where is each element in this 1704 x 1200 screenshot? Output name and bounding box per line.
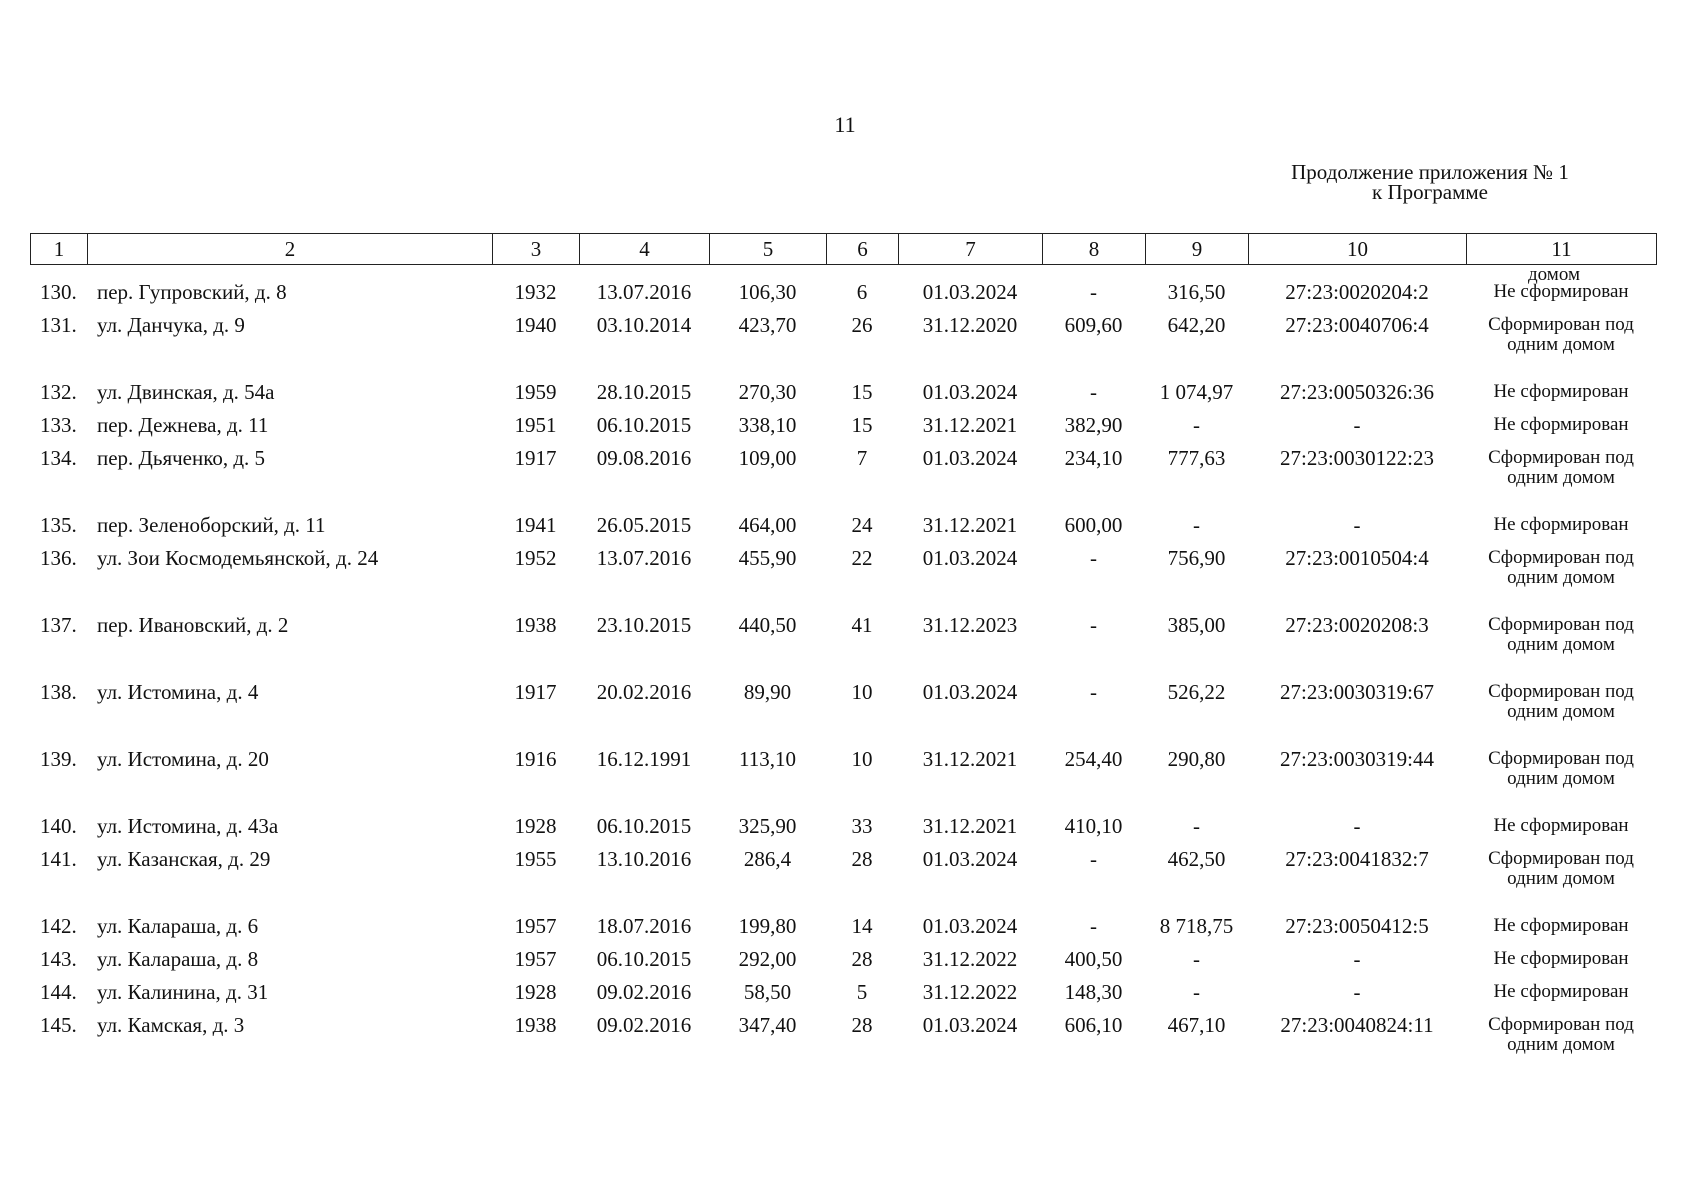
date-cell: 09.08.2016 [596, 446, 692, 470]
date-cell: 18.07.2016 [596, 914, 692, 938]
address-cell: ул. Двинская, д. 54а [97, 380, 275, 404]
row-number: 138. [40, 680, 77, 704]
residents-cell: 15 [851, 413, 873, 437]
area-cell: 113,10 [739, 747, 796, 771]
date-cell: 16.12.1991 [596, 747, 692, 771]
cadastral-number-cell: 27:23:0030122:23 [1279, 446, 1434, 470]
deadline-cell: 01.03.2024 [922, 680, 1018, 704]
row-number: 137. [40, 613, 77, 637]
header-cell: 11 [1467, 234, 1657, 265]
land-status-cell: Сформирован под одним домом [1488, 1014, 1634, 1055]
year-cell: 1940 [514, 313, 557, 337]
deadline-cell: 01.03.2024 [922, 914, 1018, 938]
land-status-cell: Не сформирован [1493, 281, 1629, 302]
residents-cell: 5 [856, 980, 868, 1004]
cadastral-number-cell: 27:23:0020204:2 [1285, 280, 1429, 304]
column-8-cell: 148,30 [1064, 980, 1123, 1004]
header-cell: 7 [899, 234, 1043, 265]
address-cell: ул. Калинина, д. 31 [97, 980, 269, 1004]
address-cell: пер. Зеленоборский, д. 11 [97, 513, 326, 537]
cadastral-number-cell: - [1353, 947, 1361, 971]
caption-line-2: к Программе [1372, 180, 1488, 204]
column-9-cell: 1 074,97 [1159, 380, 1234, 404]
table-row [30, 382, 1656, 415]
area-cell: 270,30 [738, 380, 797, 404]
column-9-cell: - [1193, 947, 1200, 971]
column-8-cell: 609,60 [1064, 313, 1123, 337]
deadline-cell: 01.03.2024 [922, 847, 1018, 871]
column-8-cell: 606,10 [1064, 1013, 1123, 1037]
area-cell: 286,4 [743, 847, 792, 871]
residents-cell: 28 [851, 847, 873, 871]
residents-cell: 26 [851, 313, 873, 337]
header-cell: 1 [31, 234, 88, 265]
deadline-cell: 31.12.2021 [922, 413, 1018, 437]
header-cell: 4 [580, 234, 710, 265]
row-number: 141. [40, 847, 77, 871]
column-9-cell: - [1193, 980, 1200, 1004]
date-cell: 06.10.2015 [596, 947, 692, 971]
residents-cell: 41 [851, 613, 873, 637]
residents-cell: 10 [851, 680, 873, 704]
address-cell: ул. Камская, д. 3 [97, 1013, 245, 1037]
address-cell: пер. Дежнева, д. 11 [97, 413, 269, 437]
row-number: 136. [40, 546, 77, 570]
column-8-cell: 234,10 [1064, 446, 1123, 470]
page-number: 11 [834, 112, 856, 137]
cadastral-number-cell: 27:23:0050412:5 [1285, 914, 1429, 938]
table-row [30, 282, 1656, 315]
cadastral-number-cell: 27:23:0010504:4 [1285, 546, 1429, 570]
address-cell: ул. Истомина, д. 20 [97, 747, 269, 771]
cadastral-number-cell: 27:23:0040824:11 [1280, 1013, 1434, 1037]
area-cell: 199,80 [738, 914, 797, 938]
cadastral-number-cell: 27:23:0050326:36 [1279, 380, 1434, 404]
land-status-cell: Сформирован под одним домом [1488, 547, 1634, 588]
column-8-cell: 382,90 [1064, 413, 1123, 437]
date-cell: 13.07.2016 [596, 280, 692, 304]
land-status-cell: Не сформирован [1493, 915, 1629, 936]
deadline-cell: 01.03.2024 [922, 280, 1018, 304]
residents-cell: 15 [851, 380, 873, 404]
residents-cell: 7 [856, 446, 868, 470]
cadastral-number-cell: 27:23:0040706:4 [1285, 313, 1429, 337]
column-9-cell: 462,50 [1167, 847, 1226, 871]
column-8-cell: - [1090, 280, 1097, 304]
row-number: 145. [40, 1013, 77, 1037]
header-cell: 5 [710, 234, 827, 265]
year-cell: 1938 [514, 613, 557, 637]
area-cell: 106,30 [738, 280, 797, 304]
residents-cell: 6 [856, 280, 868, 304]
deadline-cell: 31.12.2021 [922, 747, 1018, 771]
header-cell: 2 [88, 234, 493, 265]
deadline-cell: 01.03.2024 [922, 380, 1018, 404]
year-cell: 1957 [514, 947, 557, 971]
table-row [30, 849, 1656, 916]
table-row [30, 982, 1656, 1015]
header-cell: 8 [1043, 234, 1146, 265]
table-row [30, 916, 1656, 949]
row-number: 134. [40, 446, 77, 470]
land-status-cell: Не сформирован [1493, 815, 1629, 836]
deadline-cell: 31.12.2023 [922, 613, 1018, 637]
year-cell: 1941 [514, 513, 557, 537]
column-8-cell: - [1090, 613, 1097, 637]
column-9-cell: 526,22 [1167, 680, 1226, 704]
table-row [30, 749, 1656, 816]
year-cell: 1951 [514, 413, 557, 437]
table-row [30, 415, 1656, 448]
header-cell: 9 [1146, 234, 1249, 265]
area-cell: 464,00 [738, 513, 797, 537]
column-9-cell: - [1193, 413, 1200, 437]
year-cell: 1952 [514, 546, 557, 570]
address-cell: пер. Дьяченко, д. 5 [97, 446, 266, 470]
date-cell: 26.05.2015 [596, 513, 692, 537]
column-9-cell: 8 718,75 [1159, 914, 1234, 938]
cadastral-number-cell: 27:23:0041832:7 [1285, 847, 1429, 871]
area-cell: 109,00 [738, 446, 797, 470]
row-number: 135. [40, 513, 77, 537]
residents-cell: 28 [851, 947, 873, 971]
row-number: 144. [40, 980, 77, 1004]
table-row [30, 682, 1656, 749]
column-8-cell: 400,50 [1064, 947, 1123, 971]
column-9-cell: 467,10 [1167, 1013, 1226, 1037]
column-9-cell: 290,80 [1167, 747, 1226, 771]
header-cell: 10 [1249, 234, 1467, 265]
area-cell: 292,00 [738, 947, 797, 971]
column-9-cell: 316,50 [1167, 280, 1226, 304]
table-row [30, 548, 1656, 615]
row-number: 131. [40, 313, 77, 337]
appendix-caption [1200, 162, 1660, 202]
date-cell: 28.10.2015 [596, 380, 692, 404]
land-status-cell: Сформирован под одним домом [1488, 314, 1634, 355]
column-9-cell: 642,20 [1167, 313, 1226, 337]
year-cell: 1959 [514, 380, 557, 404]
row-number: 130. [40, 280, 77, 304]
land-status-cell: Не сформирован [1493, 414, 1629, 435]
year-cell: 1916 [514, 747, 557, 771]
area-cell: 338,10 [738, 413, 797, 437]
residents-cell: 10 [851, 747, 873, 771]
date-cell: 20.02.2016 [596, 680, 692, 704]
table-row [30, 1015, 1656, 1082]
area-cell: 325,90 [738, 814, 797, 838]
cadastral-number-cell: - [1353, 814, 1361, 838]
deadline-cell: 01.03.2024 [922, 1013, 1018, 1037]
date-cell: 06.10.2015 [596, 413, 692, 437]
land-status-cell: Сформирован под одним домом [1488, 447, 1634, 488]
deadline-cell: 01.03.2024 [922, 446, 1018, 470]
area-cell: 58,50 [743, 980, 792, 1004]
header-cell: 6 [827, 234, 899, 265]
date-cell: 06.10.2015 [596, 814, 692, 838]
row-number: 132. [40, 380, 77, 404]
row-number: 143. [40, 947, 77, 971]
deadline-cell: 31.12.2020 [922, 313, 1018, 337]
area-cell: 347,40 [738, 1013, 797, 1037]
residents-cell: 33 [851, 814, 873, 838]
year-cell: 1938 [514, 1013, 557, 1037]
deadline-cell: 31.12.2022 [922, 947, 1018, 971]
column-8-cell: - [1090, 380, 1097, 404]
residents-cell: 28 [851, 1013, 873, 1037]
cadastral-number-cell: - [1353, 980, 1361, 1004]
table-row [30, 315, 1656, 382]
area-cell: 423,70 [738, 313, 797, 337]
table-row [30, 949, 1656, 982]
header-row [31, 234, 1657, 265]
row-number: 140. [40, 814, 77, 838]
address-cell: пер. Ивановский, д. 2 [97, 613, 289, 637]
deadline-cell: 31.12.2021 [922, 814, 1018, 838]
column-9-cell: 385,00 [1167, 613, 1226, 637]
area-cell: 440,50 [738, 613, 797, 637]
date-cell: 13.07.2016 [596, 546, 692, 570]
column-8-cell: - [1090, 914, 1097, 938]
year-cell: 1932 [514, 280, 557, 304]
area-cell: 455,90 [738, 546, 797, 570]
table-row [30, 515, 1656, 548]
date-cell: 09.02.2016 [596, 1013, 692, 1037]
table-row [30, 615, 1656, 682]
land-status-cell: Не сформирован [1493, 514, 1629, 535]
table-body [30, 282, 1656, 1082]
column-8-cell: - [1090, 847, 1097, 871]
caption-line-1: Продолжение приложения № 1 [1291, 160, 1569, 184]
table-row [30, 448, 1656, 515]
column-8-cell: 600,00 [1064, 513, 1123, 537]
date-cell: 13.10.2016 [596, 847, 692, 871]
address-cell: ул. Калараша, д. 8 [97, 947, 259, 971]
date-cell: 09.02.2016 [596, 980, 692, 1004]
column-8-cell: 410,10 [1064, 814, 1123, 838]
residents-cell: 22 [851, 546, 873, 570]
column-9-cell: - [1193, 513, 1200, 537]
address-cell: пер. Гупровский, д. 8 [97, 280, 287, 304]
header-cell: 3 [493, 234, 580, 265]
column-9-cell: 756,90 [1167, 546, 1226, 570]
area-cell: 89,90 [743, 680, 792, 704]
year-cell: 1917 [514, 680, 557, 704]
land-status-cell: Не сформирован [1493, 981, 1629, 1002]
housing-table [30, 282, 1656, 1082]
column-9-cell: 777,63 [1167, 446, 1226, 470]
row-number: 139. [40, 747, 77, 771]
column-8-cell: - [1090, 680, 1097, 704]
land-status-cell: Сформирован под одним домом [1488, 848, 1634, 889]
column-9-cell: - [1193, 814, 1200, 838]
year-cell: 1928 [514, 980, 557, 1004]
row-number: 142. [40, 914, 77, 938]
carry-over-text: домом [1528, 264, 1580, 285]
land-status-cell: Не сформирован [1493, 381, 1629, 402]
residents-cell: 24 [851, 513, 873, 537]
row-number: 133. [40, 413, 77, 437]
table-row [30, 816, 1656, 849]
deadline-cell: 01.03.2024 [922, 546, 1018, 570]
land-status-cell: Сформирован под одним домом [1488, 748, 1634, 789]
deadline-cell: 31.12.2021 [922, 513, 1018, 537]
cadastral-number-cell: - [1353, 513, 1361, 537]
year-cell: 1928 [514, 814, 557, 838]
column-number-header [30, 233, 1657, 265]
address-cell: ул. Казанская, д. 29 [97, 847, 271, 871]
column-8-cell: - [1090, 546, 1097, 570]
column-8-cell: 254,40 [1064, 747, 1123, 771]
cadastral-number-cell: 27:23:0020208:3 [1285, 613, 1429, 637]
date-cell: 23.10.2015 [596, 613, 692, 637]
address-cell: ул. Зои Космодемьянской, д. 24 [97, 546, 379, 570]
residents-cell: 14 [851, 914, 873, 938]
date-cell: 03.10.2014 [596, 313, 692, 337]
year-cell: 1955 [514, 847, 557, 871]
cadastral-number-cell: 27:23:0030319:67 [1279, 680, 1434, 704]
land-status-cell: Не сформирован [1493, 948, 1629, 969]
address-cell: ул. Истомина, д. 43а [97, 814, 279, 838]
cadastral-number-cell: - [1353, 413, 1361, 437]
land-status-cell: Сформирован под одним домом [1488, 681, 1634, 722]
land-status-cell: Сформирован под одним домом [1488, 614, 1634, 655]
cadastral-number-cell: 27:23:0030319:44 [1279, 747, 1434, 771]
address-cell: ул. Данчука, д. 9 [97, 313, 245, 337]
year-cell: 1917 [514, 446, 557, 470]
address-cell: ул. Калараша, д. 6 [97, 914, 259, 938]
deadline-cell: 31.12.2022 [922, 980, 1018, 1004]
year-cell: 1957 [514, 914, 557, 938]
address-cell: ул. Истомина, д. 4 [97, 680, 259, 704]
